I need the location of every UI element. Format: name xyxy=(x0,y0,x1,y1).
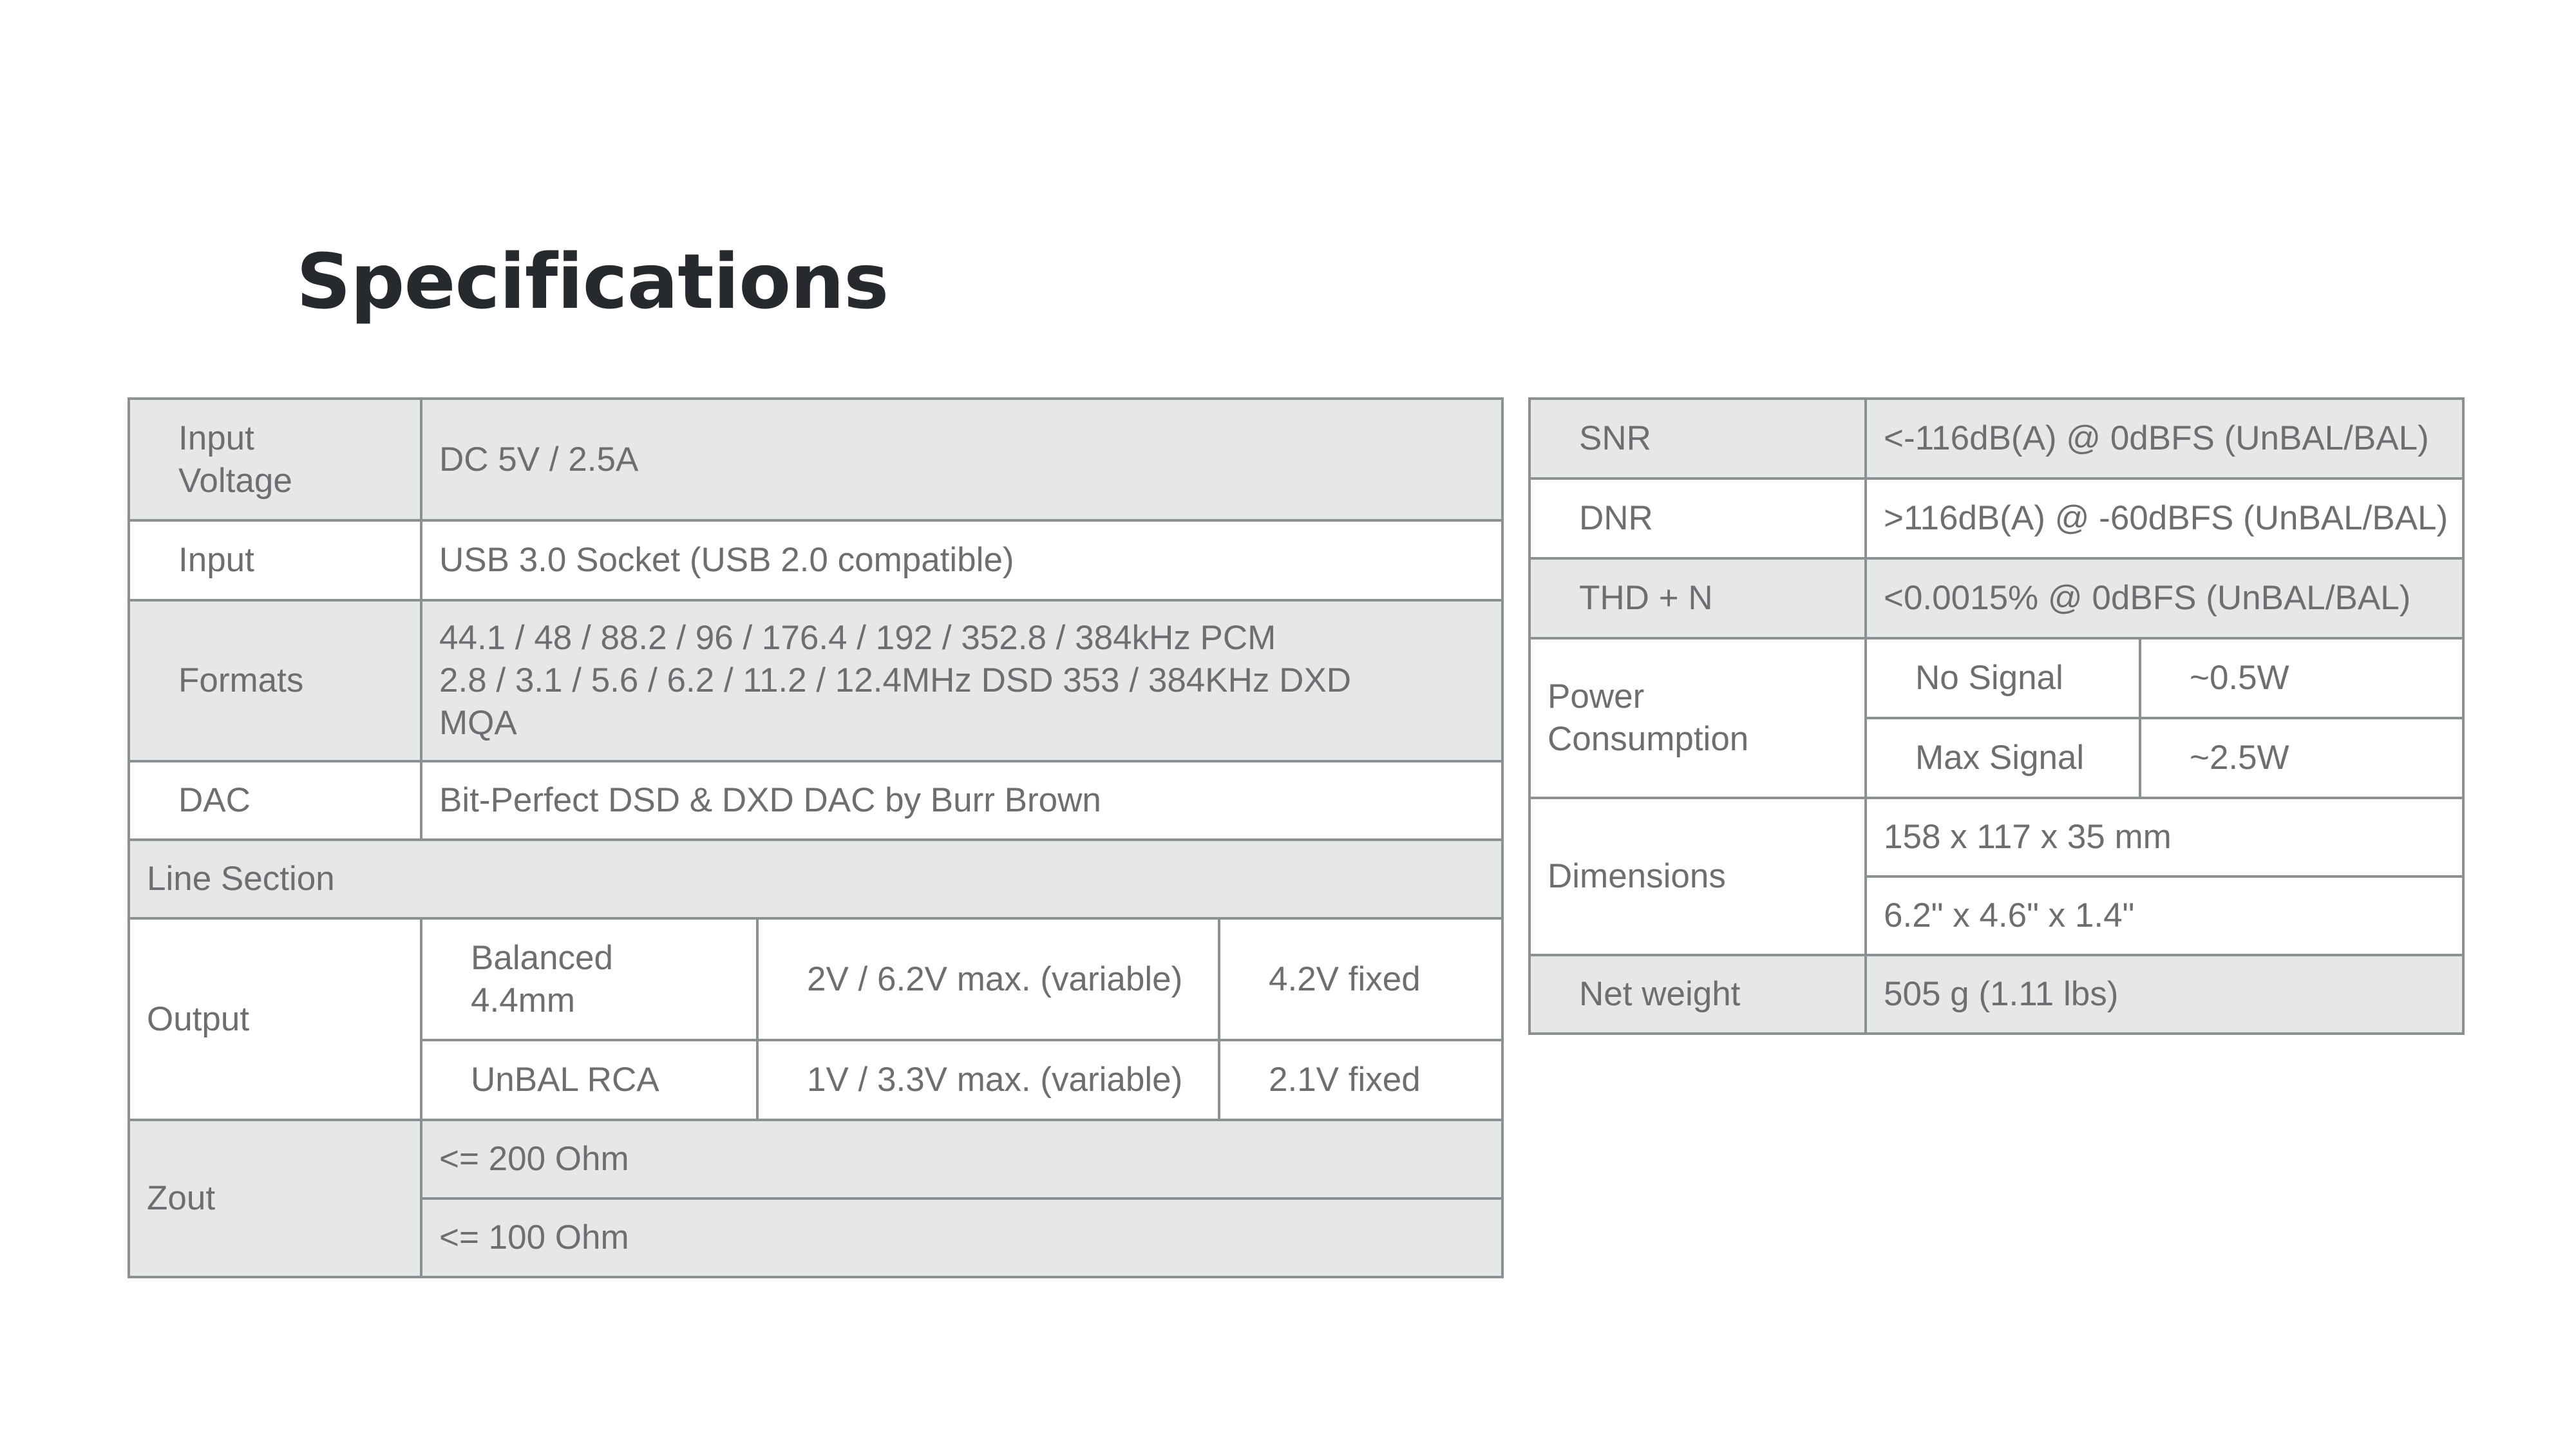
dac-value: Bit-Perfect DSD & DXD DAC by Burr Brown xyxy=(421,761,1502,840)
formats-mqa: MQA xyxy=(439,704,517,742)
table-row-input xyxy=(129,520,1502,600)
input-voltage-value: DC 5V / 2.5A xyxy=(421,399,1502,520)
table-row-snr xyxy=(1530,399,2463,478)
table-row-dnr xyxy=(1530,478,2463,558)
table-row-formats xyxy=(129,600,1502,761)
output-balanced-variable: 2V / 6.2V max. (variable) xyxy=(757,918,1219,1040)
table-row-output-balanced xyxy=(129,918,1502,1040)
power-consumption-label: Power Consumption xyxy=(1530,638,1866,798)
dnr-value: >116dB(A) @ -60dBFS (UnBAL/BAL) xyxy=(1866,478,2463,558)
table-row-dimensions-metric xyxy=(1530,798,2463,876)
power-no-signal-value: ~0.5W xyxy=(2140,638,2463,718)
output-balanced-label: Balanced 4.4mm xyxy=(421,918,757,1040)
input-value: USB 3.0 Socket (USB 2.0 compatible) xyxy=(421,520,1502,600)
input-label: Input xyxy=(129,520,421,600)
specs-table-left xyxy=(128,397,1504,1278)
power-no-signal-label: No Signal xyxy=(1866,638,2140,718)
dnr-label: DNR xyxy=(1530,478,1866,558)
formats-value xyxy=(421,600,1502,761)
zout-value-2: <= 100 Ohm xyxy=(421,1198,1502,1277)
output-unbal-variable: 1V / 3.3V max. (variable) xyxy=(757,1040,1219,1120)
snr-label: SNR xyxy=(1530,399,1866,478)
dimensions-metric: 158 x 117 x 35 mm xyxy=(1866,798,2463,876)
net-weight-value: 505 g (1.11 lbs) xyxy=(1866,955,2463,1034)
zout-value-1: <= 200 Ohm xyxy=(421,1120,1502,1198)
table-row-line-section xyxy=(129,840,1502,918)
output-label: Output xyxy=(129,918,421,1120)
table-row-dac xyxy=(129,761,1502,840)
output-unbal-label: UnBAL RCA xyxy=(421,1040,757,1120)
page-title: Specifications xyxy=(296,237,889,326)
table-row-power-no-signal xyxy=(1530,638,2463,718)
table-row-input-voltage xyxy=(129,399,1502,520)
specs-table-right xyxy=(1528,397,2465,1035)
snr-value: <-116dB(A) @ 0dBFS (UnBAL/BAL) xyxy=(1866,399,2463,478)
zout-label: Zout xyxy=(129,1120,421,1277)
thd-value: <0.0015% @ 0dBFS (UnBAL/BAL) xyxy=(1866,558,2463,638)
input-voltage-label: Input Voltage xyxy=(129,399,421,520)
formats-label: Formats xyxy=(129,600,421,761)
output-unbal-fixed: 2.1V fixed xyxy=(1219,1040,1502,1120)
power-max-signal-label: Max Signal xyxy=(1866,718,2140,798)
power-max-signal-value: ~2.5W xyxy=(2140,718,2463,798)
dac-label: DAC xyxy=(129,761,421,840)
formats-pcm: 44.1 / 48 / 88.2 / 96 / 176.4 / 192 / 352.8 / 384kHz PCM xyxy=(439,619,1276,657)
line-section-heading: Line Section xyxy=(129,840,1502,918)
table-row-thd xyxy=(1530,558,2463,638)
thd-label: THD + N xyxy=(1530,558,1866,638)
net-weight-label: Net weight xyxy=(1530,955,1866,1034)
table-row-net-weight xyxy=(1530,955,2463,1034)
dimensions-imperial: 6.2" x 4.6" x 1.4" xyxy=(1866,876,2463,955)
formats-dsd: 2.8 / 3.1 / 5.6 / 6.2 / 11.2 / 12.4MHz DSD 353 / 384KHz DXD xyxy=(439,661,1352,699)
table-row-zout-1 xyxy=(129,1120,1502,1198)
output-balanced-fixed: 4.2V fixed xyxy=(1219,918,1502,1040)
dimensions-label: Dimensions xyxy=(1530,798,1866,955)
